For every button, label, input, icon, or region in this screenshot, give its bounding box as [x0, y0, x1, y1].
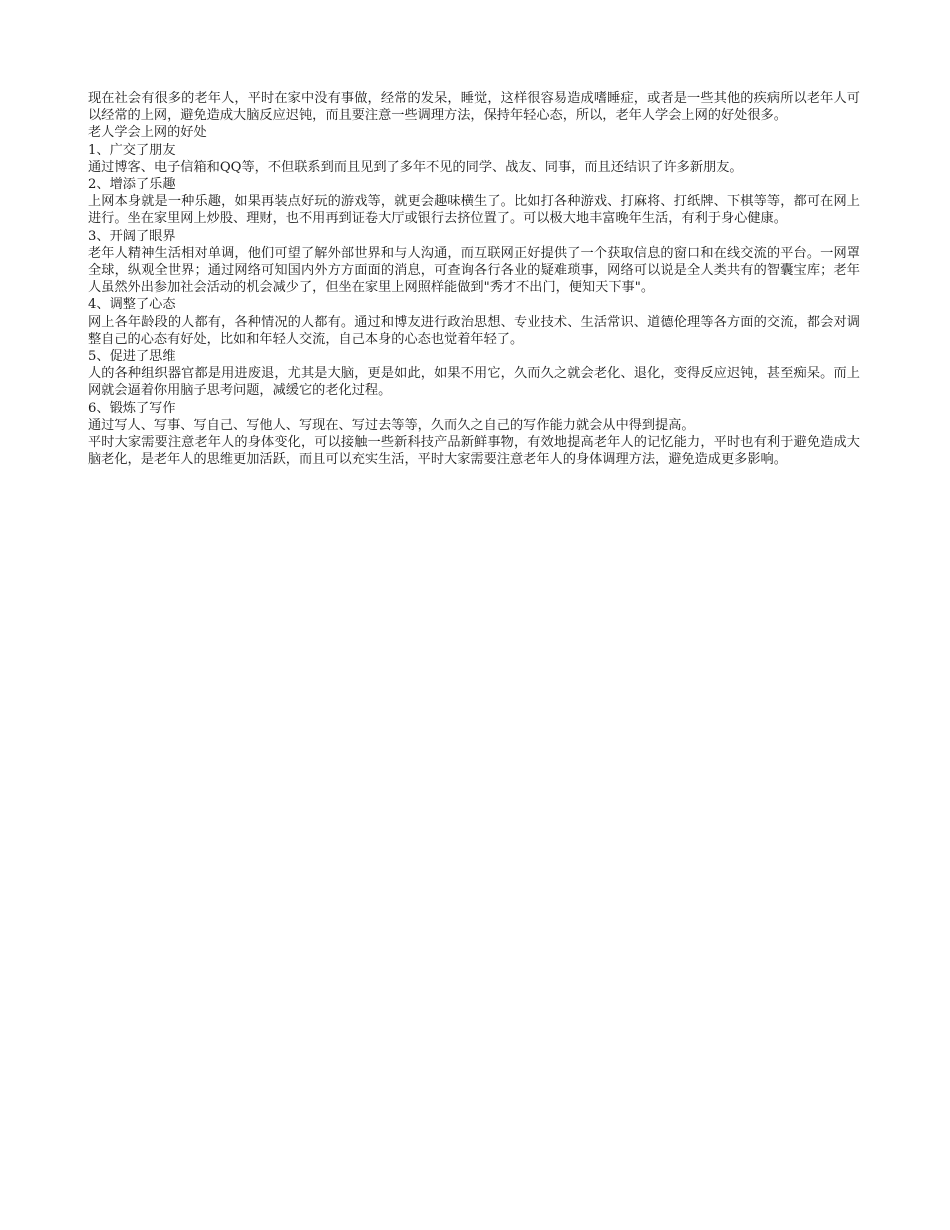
- section-body-1: 通过博客、电子信箱和QQ等，不但联系到而且见到了多年不见的同学、战友、同事，而且还结识了许多新朋友。: [88, 159, 743, 175]
- section-heading-6: 6、锻炼了写作: [88, 400, 176, 416]
- document-page: [88, 90, 860, 468]
- section-body-3: 老年人精神生活相对单调，他们可望了解外部世界和与人沟通，而互联网正好提供了一个获取信息的窗口和在线交流的平台。一网罩全球，纵观全世界；通过网络可知国内外方方面面的消息，可查询各行各业的疑难琐事，网络可以说是全人类共有的智囊宝库；老年人虽然外出参加社会活动的机会减少了，但坐在家里上网照样能做到"秀才不出门，便知天下事"。: [88, 245, 860, 296]
- section-body-4: 网上各年龄段的人都有，各种情况的人都有。通过和博友进行政治思想、专业技术、生活常识、道德伦理等各方面的交流，都会对调整自己的心态有好处，比如和年轻人交流，自己本身的心态也觉着年轻了。: [88, 314, 860, 347]
- section-body-6: 通过写人、写事、写自己、写他人、写现在、写过去等等，久而久之自己的写作能力就会从中得到提高。: [88, 417, 695, 433]
- section-heading-1: 1、广交了朋友: [88, 142, 176, 158]
- section-heading-3: 3、开阔了眼界: [88, 228, 176, 244]
- section-heading-2: 2、增添了乐趣: [88, 177, 176, 193]
- intro-paragraph: 现在社会有很多的老年人，平时在家中没有事做，经常的发呆，睡觉，这样很容易造成嗜睡症，或者是一些其他的疾病所以老年人可以经常的上网，避免造成大脑反应迟钝，而且要注意一些调理方法，保持年轻心态，所以，老年人学会上网的好处很多。: [88, 91, 860, 124]
- section-heading-4: 4、调整了心态: [88, 297, 176, 313]
- section-body-5: 人的各种组织器官都是用进废退，尤其是大脑，更是如此，如果不用它，久而久之就会老化、退化，变得反应迟钝，甚至痴呆。而上网就会逼着你用脑子思考问题，减缓它的老化过程。: [88, 366, 860, 399]
- section-heading-5: 5、促进了思维: [88, 349, 176, 365]
- section-body-2: 上网本身就是一种乐趣，如果再装点好玩的游戏等，就更会趣味横生了。比如打各种游戏、打麻将、打纸牌、下棋等等，都可在网上进行。坐在家里网上炒股、理财，也不用再到证卷大厅或银行去挤位置了。可以极大地丰富晚年生活，有利于身心健康。: [88, 194, 860, 227]
- document-title: 老人学会上网的好处: [88, 125, 207, 141]
- conclusion-paragraph: 平时大家需要注意老年人的身体变化，可以接触一些新科技产品新鲜事物，有效地提高老年人的记忆能力，平时也有利于避免造成大脑老化，是老年人的思维更加活跃，而且可以充实生活，平时大家需要注意老年人的身体调理方法，避免造成更多影响。: [88, 435, 860, 468]
